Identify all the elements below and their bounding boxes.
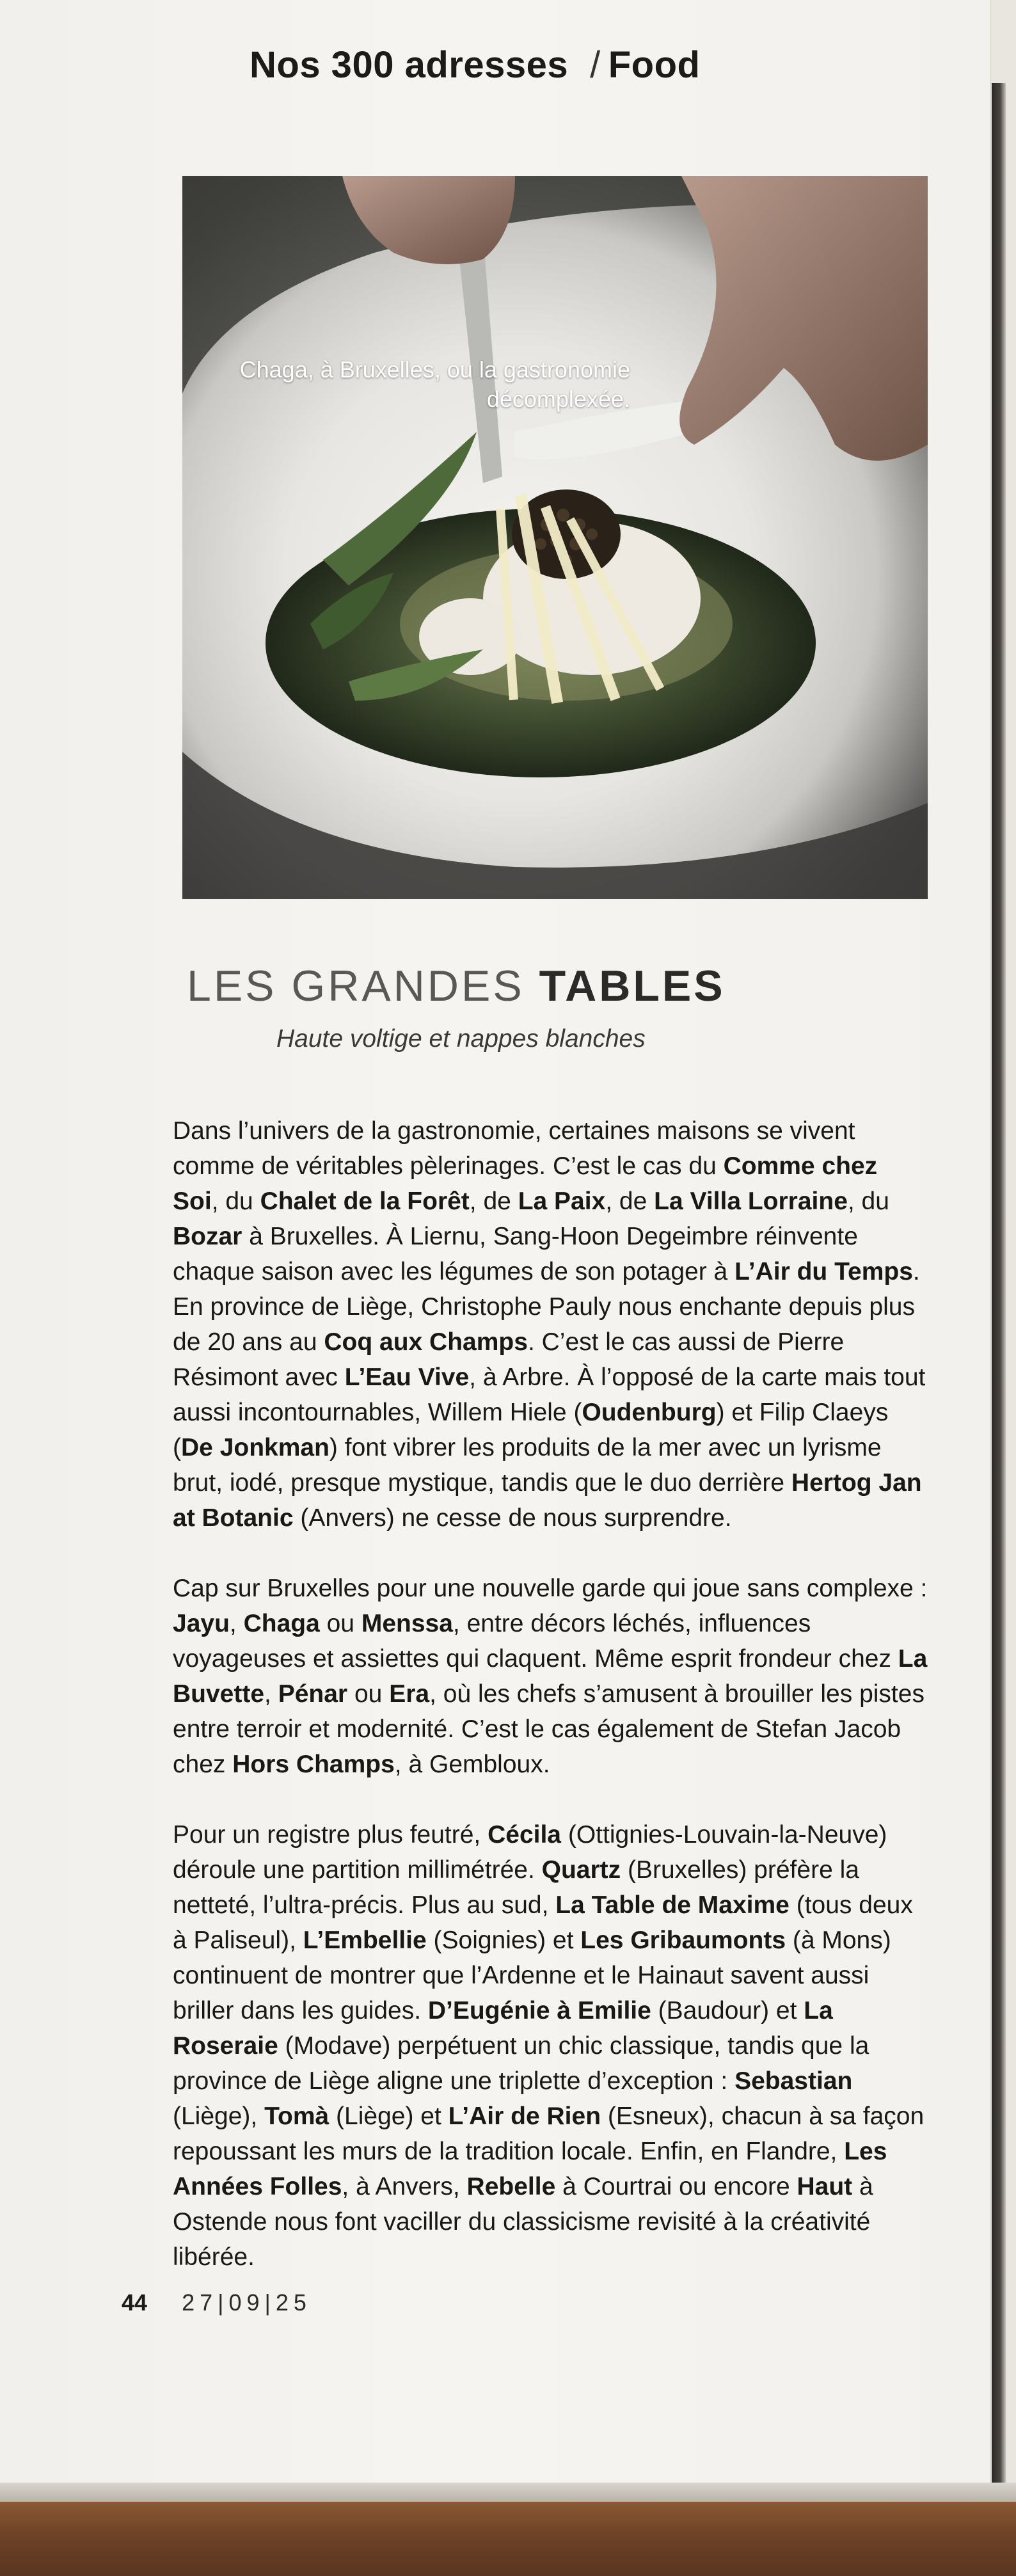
page-number: 44 [122,2289,148,2316]
article-title [187,961,726,1011]
restaurant-name: La Roseraie [173,1997,833,2060]
page-header [250,44,700,86]
restaurant-name: Jayu [173,1610,230,1637]
restaurant-name: Cécila [488,1821,561,1849]
article-body [173,1113,928,2310]
restaurant-name: Chaga [243,1610,320,1637]
restaurant-name: Sebastian [734,2067,853,2095]
restaurant-name: L’Eau Vive [344,1364,470,1391]
restaurant-name: Rebelle [466,2173,556,2200]
dish-photo [182,176,928,899]
restaurant-name: Chalet de la Forêt [260,1188,470,1215]
article-subtitle: Haute voltige et nappes blanches [276,1025,646,1053]
paragraph-3: Pour un registre plus feutré, Cécila (Ottignies-Louvain-la-Neuve) déroule une partition millimétrée. Quartz (Bruxelles) préfère la netteté, l’ultra-précis. Plus au sud, La Table de Maxime (tous deux à Paliseul), L’Embellie (Soignies) et Les Gribaumonts (à Mons) continuent de montrer que l’Ardenne et le Hainaut savent aussi briller dans les guides. D’Eugénie à Emilie (Baudour) et La Roseraie (Modave) perpétuent un chic classique, tandis que la province de Liège aligne une triplette d’exception : Sebastian (Liège), Tomà (Liège) et L’Air de Rien (Esneux), chacun à sa façon repoussant les murs de la tradition locale. Enfin, en Flandre, Les Années Folles, à Anvers, Rebelle à Courtrai ou encore Haut à Ostende nous font vaciller du classicisme revisité à la créativité libérée. [173,1821,925,2271]
wooden-table [0,2502,1016,2576]
restaurant-name: L’Air du Temps [734,1258,913,1285]
restaurant-name: La Buvette [173,1645,928,1708]
page-footer [122,2289,312,2316]
restaurant-name: Les Gribaumonts [580,1927,786,1954]
dish-illustration [182,176,928,899]
restaurant-name: Coq aux Champs [324,1328,528,1356]
restaurant-name: Comme chez Soi [173,1152,878,1215]
restaurant-name: Quartz [541,1856,621,1884]
header-section: Food [608,44,701,86]
title-bold: TABLES [539,962,726,1010]
restaurant-name: Haut [797,2173,853,2200]
restaurant-name: L’Embellie [303,1927,427,1954]
restaurant-name: Menssa [361,1610,453,1637]
restaurant-name: Hertog Jan at Botanic [173,1469,922,1532]
restaurant-name: Bozar [173,1223,242,1250]
next-page-edge [992,83,1006,2489]
restaurant-name: De Jonkman [181,1434,329,1461]
restaurant-name: Hors Champs [232,1751,395,1778]
restaurant-name: Pénar [278,1680,348,1708]
issue-date: 27|09|25 [182,2289,312,2316]
paragraph-1: Dans l’univers de la gastronomie, certaines maisons se vivent comme de véritables pèlerinages. C’est le cas du Comme chez Soi, du Chalet de la Forêt, de La Paix, de La Villa Lorraine, du Bozar à Bruxelles. À Liernu, Sang-Hoon Degeimbre réinvente chaque saison avec les légumes de son potager à L’Air du Temps. En province de Liège, Christophe Pauly nous enchante depuis plus de 20 ans au Coq aux Champs. C’est le cas aussi de Pierre Résimont avec L’Eau Vive, à Arbre. À l’opposé de la carte mais tout aussi incontournables, Willem Hiele (Oudenburg) et Filip Claeys (De Jonkman) font vibrer les produits de la mer avec un lyrisme brut, iodé, presque mystique, tandis que le duo derrière Hertog Jan at Botanic (Anvers) ne cesse de nous surprendre. [173,1117,926,1532]
photo-caption: Chaga, à Bruxelles, ou la gastronomie décomplexée. [239,356,630,412]
restaurant-name: La Table de Maxime [555,1891,790,1919]
paragraph-2: Cap sur Bruxelles pour une nouvelle garde qui joue sans complexe : Jayu, Chaga ou Menssa, entre décors léchés, influences voyageuses et assiettes qui claquent. Même esprit frondeur chez La Buvette, Pénar ou Era, où les chefs s’amusent à brouiller les pistes entre terroir et modernité. C’est le cas également de Stefan Jacob chez Hors Champs, à Gembloux. [173,1575,928,1778]
title-light: LES GRANDES [187,962,525,1010]
right-hand [679,176,928,461]
page-shadow [0,2483,1016,2502]
header-title: Nos 300 adresses [250,44,569,86]
restaurant-name: Oudenburg [582,1399,717,1426]
header-separator: / [590,44,601,86]
restaurant-name: Tomà [264,2103,329,2130]
restaurant-name: L’Air de Rien [448,2103,601,2130]
restaurant-name: D’Eugénie à Emilie [427,1997,651,2024]
restaurant-name: La Villa Lorraine [654,1188,848,1215]
restaurant-name: Era [389,1680,430,1708]
restaurant-name: Les Années Folles [173,2138,887,2200]
restaurant-name: La Paix [518,1188,606,1215]
